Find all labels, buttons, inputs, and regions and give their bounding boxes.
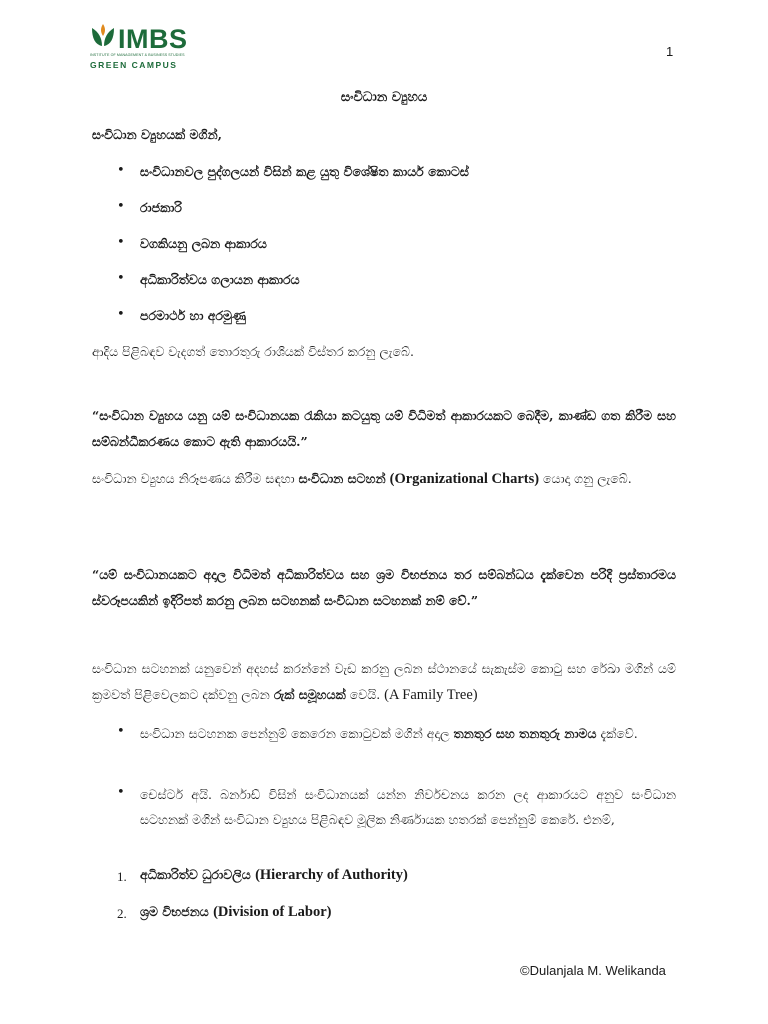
paragraph-after-bullets: ආදිය පිළිබඳව වැදගත් තොරතුරු රාශියක් විස්තර කරනු ලැබේ.: [92, 344, 414, 359]
lead-line: සංවිධාන ව්‍යුහයක් මගින්,: [92, 127, 222, 142]
para-english-term: (Organizational Charts): [389, 471, 540, 487]
numbered-item-english: (Division of Labor): [213, 904, 332, 920]
para-text: සංවිධාන සටහනක පෙන්නුම් කෙරෙන කොටුවක් මගින් අදාල: [140, 726, 450, 741]
numbered-item-english: (Hierarchy of Authority): [255, 867, 408, 883]
para-text: වෙයි.: [349, 687, 381, 702]
logo-campus: GREEN CAMPUS: [90, 60, 178, 70]
para-text: දැක්වේ.: [600, 726, 638, 741]
para-bold-term: රුක් සමූහයක්: [273, 687, 346, 702]
definition-quote-2: “යම් සංවිධානයකට අදාල විධිමත් අධිකාරිත්වය සහ ශ්‍රම විභජනය තර සම්බන්ධය දැක්වෙන පරිදි ප්‍රස්තාරමය ස්වරූපයකින් ඉදිරිපත් කරනු ලබන සටහනක් සංවිධාන සටහනක් නම් වේ.”: [92, 567, 676, 608]
bullet-item: [140, 721, 676, 746]
bullet-icon: •: [117, 785, 125, 800]
leaf-logo-icon: [88, 24, 118, 54]
list-number: 1.: [117, 869, 127, 884]
bullet-icon: •: [117, 271, 125, 286]
paragraph-family-tree: [92, 656, 676, 708]
list-number: 2.: [117, 906, 127, 921]
bullet-icon: •: [117, 724, 125, 739]
bullet-item: රාජකාරි: [140, 200, 182, 215]
bullet-icon: •: [117, 307, 125, 322]
page-number: 1: [666, 44, 674, 59]
bullet-icon: •: [117, 235, 125, 250]
para-text: යොදා ගනු ලැබේ.: [543, 471, 632, 486]
para-bold-term: සංවිධාන සටහන්: [298, 471, 386, 486]
para-bold-term: තනතුර සහ තනතුරු නාමය: [453, 726, 597, 741]
numbered-item: [140, 867, 408, 884]
bullet-item: අධිකාරිත්වය ගලායන ආකාරය: [140, 272, 300, 287]
para-text: සංවිධාන ව්‍යුහය නිරූපණය කිරීම සඳහා: [92, 471, 295, 486]
bullet-icon: •: [117, 163, 125, 178]
logo-wordmark: IMBS: [118, 24, 188, 54]
bullet-item: සංවිධානවල පුද්ගලයන් විසින් කළ යුතු විශේෂිත කාර්ය කොටස්: [140, 164, 469, 179]
paragraph-org-charts: [92, 466, 676, 492]
bullet-icon: •: [117, 199, 125, 214]
numbered-item-sinhala: අධිකාරිත්ව ධුරාවලිය: [140, 867, 251, 882]
para-text: සංවිධාන සටහනක් යනුවෙන් අදහස් කරන්නේ වැඩ කරනු ලබන ස්ථානයේ සැකැස්ම කොටු සහ රේඛා මගින් යම් ක්‍රමවත් පිළිවෙලකට දක්වනු ලබන: [92, 661, 676, 702]
footer-author: ©Dulanjala M. Welikanda: [520, 963, 666, 978]
bullet-item: පරමාර්ථ හා අරමුණු: [140, 308, 247, 323]
numbered-item-sinhala: ශ්‍රම විභජනය: [140, 904, 209, 919]
logo-tagline: INSTITUTE OF MANAGEMENT & BUSINESS STUDIES: [90, 53, 185, 57]
page-title: සංවිධාන ව්‍යුහය: [340, 90, 428, 105]
definition-quote-1: “සංවිධාන ව්‍යුහය යනු යම් සංවිධානයක රැකියා කටයුතු යම් විධිමත් ආකාරයකට බෙදීම, කාණ්ඩ ගත කිරීම සහ සම්බන්ධීකරණය කොට ඇති ආකාරයයි.”: [92, 408, 676, 449]
bullet-item: චෙස්ටර් අයි. බර්නාඩ් විසින් සංවිධානයක් යන්න නිර්වචනය කරන ලද ආකාරයට අනුව සංවිධාන සටහනක් මගින් සංවිධාන ව්‍යුහය පිළිබඳව මූලික නිර්ණායක හතරක් පෙන්නුම් කෙරේ. එනම්,: [140, 787, 676, 827]
numbered-item: [140, 904, 331, 921]
para-english-term: (A Family Tree): [384, 687, 478, 703]
bullet-item: වගකියනු ලබන ආකාරය: [140, 236, 267, 251]
